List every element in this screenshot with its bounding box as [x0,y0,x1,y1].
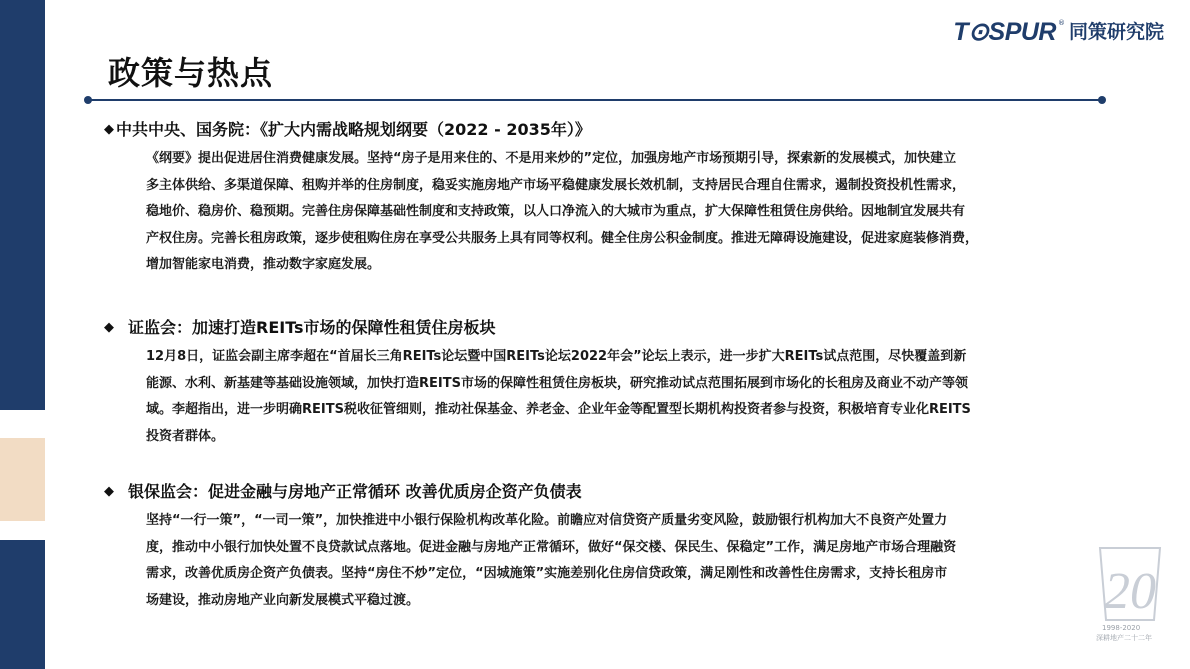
section-ccp-state-council [104,118,1104,279]
section-heading [104,480,1104,504]
watermark-caption: 深耕地产二十二年 [1096,634,1152,642]
section-heading-text: 证监会：加速打造REITs市场的保障性租赁住房板块 [128,318,496,337]
body-line: 域。李超指出，进一步明确REITS税收征管细则，推动社保基金、养老金、企业年金等配置型长期机构投资者参与投资，积极培育专业化REITS [146,402,971,417]
body-line: 能源、水利、新基建等基础设施领域，加快打造REITS市场的保障性租赁住房板块，研究推动试点范围拓展到市场化的长租房及商业不动产等领 [146,375,968,391]
page-title: 政策与热点 [108,54,274,92]
title-rule-dot-right [1098,96,1106,104]
body-line: 需求，改善优质房企资产负债表。坚持“房住不炒”定位，“因城施策”实施差别化住房信贷政策，满足刚性和改善性住房需求，支持长租房市 [146,566,948,581]
watermark-numeral: 20 [1104,563,1156,620]
tospur-logo [953,20,1164,45]
watermark-years: 1998-2020 [1102,624,1141,632]
logo-brand: T⊙SPUR [953,18,1056,46]
section-body [146,508,1098,614]
diamond-bullet-icon: ◆ [104,484,114,499]
logo-name-cn: 同策研究院 [1068,21,1164,43]
body-line: 产权住房。完善长租房政策，逐步使租购住房在享受公共服务上具有同等权利。健全住房公积金制度。推进无障碍设施建设，促进家庭装修消费， [146,230,979,246]
body-line: 12月8日，证监会副主席李超在“首届长三角REITs论坛暨中国REITs论坛2022年会”论坛上表示，进一步扩大REITs试点范围，尽快覆盖到新 [146,349,967,364]
section-body [146,146,1098,279]
diamond-bullet-icon: ◆ [104,122,114,137]
section-heading-text: 银保监会：促进金融与房地产正常循环 改善优质房企资产负债表 [128,482,582,501]
body-line: 《纲要》提出促进居住消费健康发展。坚持“房子是用来住的、不是用来炒的”定位，加强房地产市场预期引导，探索新的发展模式，加快建立 [146,151,957,166]
side-bar-accent [0,438,45,521]
body-line: 度，推动中小银行加快处置不良贷款试点落地。促进金融与房地产正常循环，做好“保交楼、保民生、保稳定”工作，满足房地产市场合理融资 [146,539,957,555]
side-bar-top [0,0,45,410]
section-csrc [104,316,1104,450]
body-line: 稳地价、稳房价、稳预期。完善住房保障基础性制度和支持政策，以人口净流入的大城市为重点，扩大保障性租赁住房供给。因地制宜发展共有 [146,204,966,219]
body-line: 坚持“一行一策”，“一司一策”，加快推进中小银行保险机构改革化险。前瞻应对信贷资产质量劣变风险，鼓励银行机构加大不良资产处置力 [146,513,948,528]
body-line: 增加智能家电消费，推动数字家庭发展。 [146,257,381,272]
section-heading-text: 中共中央、国务院：《扩大内需战略规划纲要（2022 - 2035年）》 [116,120,591,139]
title-rule [86,99,1104,101]
logo-registered-mark: ® [1057,18,1065,27]
section-heading [104,118,1104,142]
body-line: 多主体供给、多渠道保障、租购并举的住房制度，稳妥实施房地产市场平稳健康发展长效机制，支持居民合理自住需求，遏制投资投机性需求， [146,177,966,193]
side-bar-bottom [0,540,45,669]
section-body [146,344,1098,450]
body-line: 场建设，推动房地产业向新发展模式平稳过渡。 [146,592,420,608]
body-line: 投资者群体。 [146,428,225,444]
section-cbirc [104,480,1104,614]
section-heading [104,316,1104,340]
diamond-bullet-icon: ◆ [104,320,114,335]
